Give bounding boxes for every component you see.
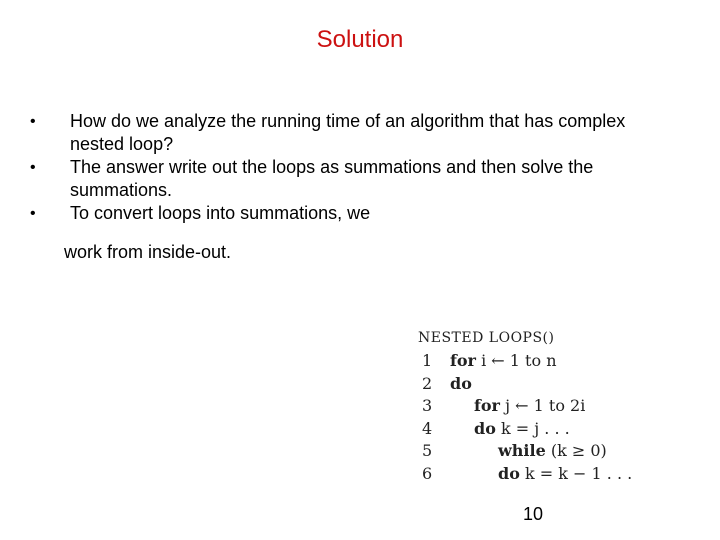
code-keyword: do <box>474 418 496 438</box>
line-number: 4 <box>422 418 433 438</box>
bullet-dot: • <box>30 159 36 176</box>
code-keyword: while <box>498 441 546 461</box>
bullet-text: To convert loops into summations, we <box>70 203 371 223</box>
code-text <box>498 440 607 463</box>
code-keyword: for <box>450 351 476 370</box>
bullet-dot: • <box>30 205 36 222</box>
code-text <box>474 395 585 418</box>
code-text <box>474 418 570 441</box>
page-number: 10 <box>523 504 544 524</box>
code-line <box>418 418 570 441</box>
code-text <box>450 373 472 396</box>
bullet-dot: • <box>30 113 36 130</box>
code-keyword: for <box>474 396 500 416</box>
code-rest: k = j . . . <box>500 418 570 438</box>
bullet-continuation: work from inside-out. <box>64 242 232 262</box>
code-rest: (k ≥ 0) <box>550 441 607 461</box>
line-number: 3 <box>422 396 433 416</box>
bullet-item <box>26 156 666 202</box>
code-line <box>418 373 554 396</box>
code-rest: k = k − 1 . . . <box>524 463 633 483</box>
bullet-list <box>26 110 666 225</box>
pseudocode-figure <box>418 330 633 486</box>
code-keyword: do <box>498 463 520 483</box>
code-line <box>418 463 633 486</box>
line-number: 6 <box>422 463 433 483</box>
line-number: 5 <box>422 441 433 461</box>
code-rest: j ← 1 to 2i <box>505 396 586 416</box>
slide-title: Solution <box>316 26 404 53</box>
bullet-text: How do we analyze the running time of an algorithm that has complex nested loop? <box>70 111 626 154</box>
code-rest: i ← 1 to n <box>481 351 557 370</box>
bullet-text: The answer write out the loops as summations and then solve the summations. <box>70 157 594 200</box>
code-line <box>418 350 557 373</box>
code-text <box>498 463 632 486</box>
pseudocode-header: NESTED LOOPS() <box>418 330 555 346</box>
bullet-item <box>26 202 666 225</box>
bullet-item <box>26 110 666 156</box>
code-line <box>418 440 607 463</box>
code-text <box>450 350 557 373</box>
line-number: 1 <box>422 351 433 370</box>
code-keyword: do <box>450 373 472 393</box>
line-number: 2 <box>422 373 433 393</box>
code-line <box>418 395 586 418</box>
